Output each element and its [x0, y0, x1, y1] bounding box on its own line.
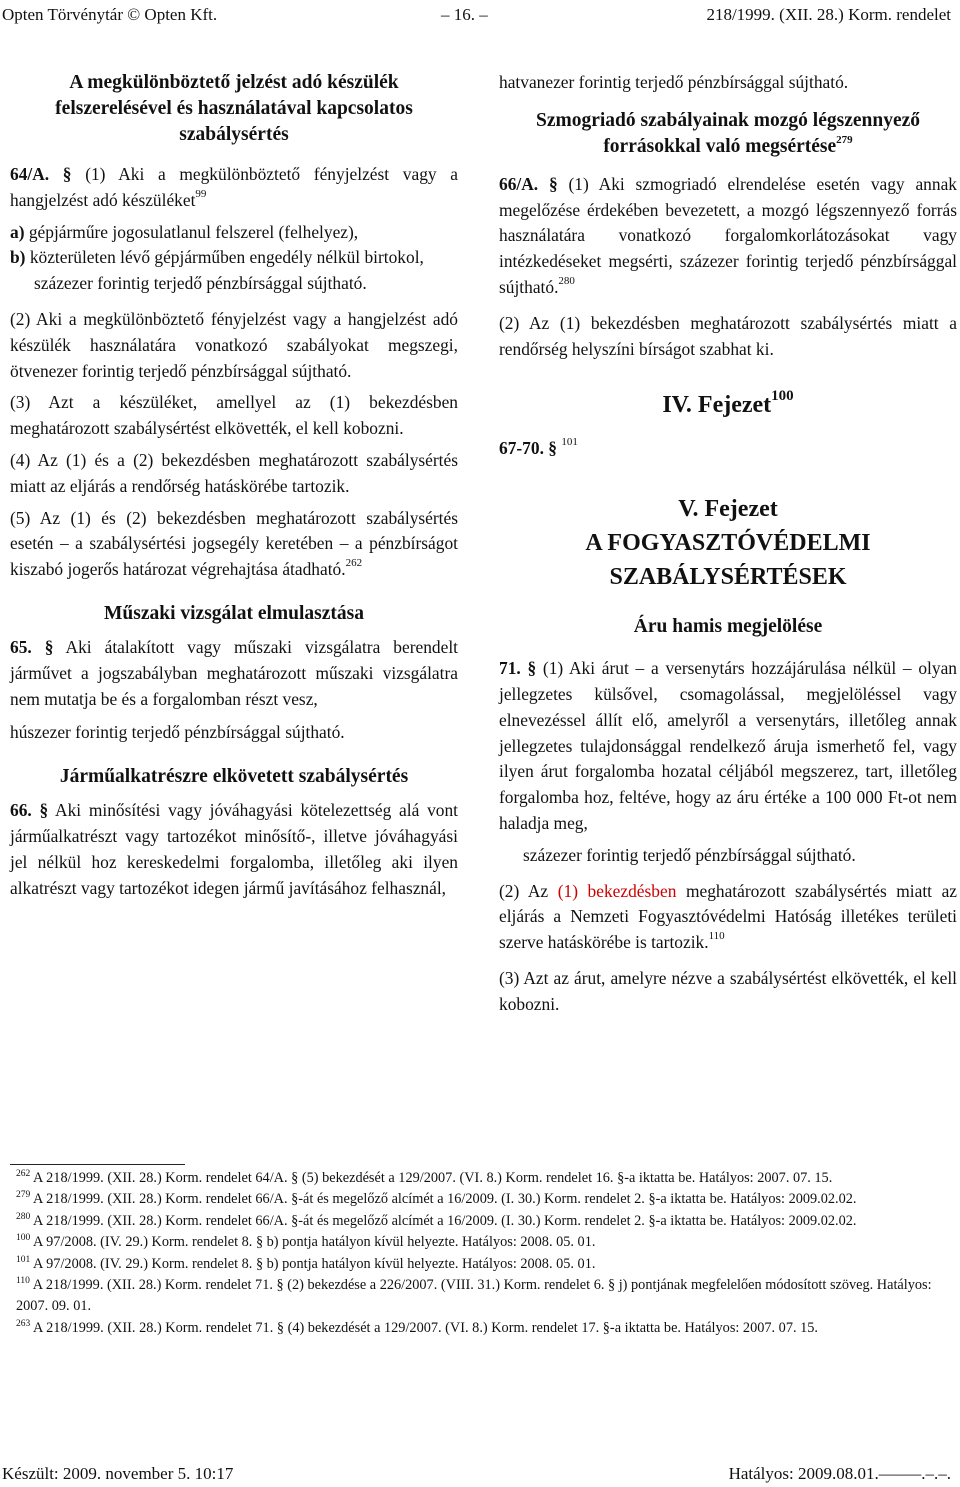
header-regulation: 218/1999. (XII. 28.) Korm. rendelet	[706, 5, 951, 24]
right-column	[499, 70, 957, 1018]
penalty-text: százezer forintig terjedő pénzbírsággal sújtható.	[523, 844, 856, 865]
paragraph-64a-2: (2) Aki a megkülönböztető fényjelzést vagy a hangjelzést adó készülék használatára vonatkozó szabályokat megszegi, ötvenezer forintig terjedő pénzbírsággal sújtható.	[10, 308, 458, 381]
footnote: $^{100}$ A 97/2008. (IV. 29.) Korm. rendelet 8. § b) pontja hatályon kívül helyezte. Hatályos: 2008. 05. 01.	[16, 1233, 596, 1251]
paragraph-65: 65. § Aki átalakított vagy műszaki vizsgálatra berendelt járművet a jogszabályban meghatározott műszaki vizsgálatra nem mutatja be és a forgalomban részt vesz,	[10, 636, 458, 709]
paragraph-66: 66. § Aki minősítési vagy jóváhagyási kötelezettség alá vont járműalkatrészt vagy tartozékot minősítő-, illetve jóváhagyási jel nélkül hoz kereskedelmi forgalomba, illetőleg aki ilyen alkatrészt vagy tartozékot idegen jármű javításához felhasznál,	[10, 800, 459, 898]
footnote: $^{280}$ A 218/1999. (XII. 28.) Korm. rendelet 66/A. §-át és megelőző alcímét a 16/2009. (I. 30.) Korm. rendelet 2. §-a iktatta be. Hatályos: 2009.02.02.	[16, 1211, 857, 1229]
paragraph-71-1: 71. § (1) Aki árut – a versenytárs hozzájárulása nélkül – olyan jellegzetes külsővel, csomagolással, megjelöléssel vagy elnevezéssel állít elő, amelyről a versenytárs, illetőleg annak jellegzetes tulajdonsággal rendelkező áruja ismerhető fel, vagy ilyen árut forgalomba hozatal céljából megszerez, tart, illetőleg forgalomba hoz, feltéve, hogy az áru értéke a 100 000 Ft-ot nem haladja meg,	[499, 658, 957, 833]
header-page-number: – 16. –	[441, 5, 488, 24]
chapter-v-heading: V. Fejezet	[678, 496, 778, 523]
chapter-iv-heading: IV. Fejezet$^{100}$	[662, 388, 794, 419]
header-publisher: Opten Törvénytár © Opten Kft.	[2, 5, 218, 24]
paragraph-64a-3: (3) Azt a készüléket, amellyel az (1) bekezdésben meghatározott szabálysértést elkövették, el kell kobozni.	[10, 392, 458, 439]
footnotes	[2, 1168, 957, 1339]
footnote: $^{262}$ A 218/1999. (XII. 28.) Korm. rendelet 64/A. § (5) bekezdését a 129/2007. (VI. 8.) Korm. rendelet 16. §-a iktatta be. Hatályos: 2007. 07. 15.	[16, 1169, 833, 1186]
section-title-parts: Járműalkatrészre elkövetett szabálysértés	[59, 766, 409, 788]
page-header	[0, 0, 960, 24]
left-column	[10, 70, 458, 901]
paragraph-64a-4: (4) Az (1) és a (2) bekezdésben meghatározott szabálysértés miatt az eljárás a rendőrség hatáskörébe tartozik.	[10, 449, 458, 496]
chapter-v-title: SZABÁLYSÉRTÉSEK	[609, 564, 847, 591]
section-title-signal-device: A megkülönböztető jelzést adó készülék felszerelésével és használatával kapcsolatos szabálysértés	[55, 72, 413, 145]
highlighted-reference: (1) bekezdésben	[557, 880, 677, 901]
paragraph-64a-5: (5) Az (1) és (2) bekezdésben meghatározott szabálysértés esetén – a szabálysértési jogsegély keretében – a pénzbírságot kiszabó jogerős határozat végrehajtása átadható.$^{262}$	[10, 507, 458, 580]
footnote: $^{101}$ A 97/2008. (IV. 29.) Korm. rendelet 8. § b) pontja hatályon kívül helyezte. Hatályos: 2008. 05. 01.	[16, 1254, 596, 1272]
footnote-ref[interactable]: 101	[561, 436, 578, 449]
point-a: a) gépjárműre jogosulatlanul felszerel (felhelyez),	[10, 221, 359, 242]
footer-created: Készült: 2009. november 5. 10:17	[2, 1464, 234, 1483]
footnote-ref[interactable]: 279	[836, 133, 853, 146]
paragraph-number: 65. §	[10, 636, 54, 657]
section-title-smog: Szmogriadó szabályainak mozgó légszennyező forrásokkal való megsértése$^{279}$	[535, 109, 921, 157]
section-title-false-marking: Áru hamis megjelölése	[633, 616, 823, 638]
paragraph-66a-1: 66/A. § (1) Aki szmogriadó elrendelése esetén vagy annak megelőzése érdekében bevezetett, a mozgó légszennyező forrás használatára vonatkozó forgalomkorlátozásokat vagy intézkedéseket megsérti, százezer forintig terjedő pénzbírsággal sújtható.$^{280}$	[499, 173, 957, 297]
footnote-ref[interactable]: 280	[558, 274, 575, 287]
point-b: b) közterületen lévő gépjárműben engedély nélkül birtokol,	[10, 247, 424, 268]
penalty-continuation: hatvanezer forintig terjedő pénzbírsággal sújtható.	[499, 72, 849, 92]
paragraph-66a-2: (2) Az (1) bekezdésben meghatározott szabálysértés miatt a rendőrség helyszíni bírságot szabhat ki.	[499, 312, 957, 359]
paragraph-number: 66/A. §	[499, 173, 558, 194]
section-title-inspection: Műszaki vizsgálat elmulasztása	[104, 602, 364, 624]
paragraph-71-3: (3) Azt az árut, amelyre nézve a szabálysértést elkövették, el kell kobozni.	[499, 967, 957, 1014]
penalty-text: húszezer forintig terjedő pénzbírsággal sújtható.	[10, 722, 345, 743]
chapter-v-title: A FOGYASZTÓVÉDELMI	[585, 530, 871, 557]
footnote-ref[interactable]: 110	[708, 930, 725, 943]
paragraph-64a-1: 64/A. § (1) Aki a megkülönböztető fényjelzést vagy a hangjelzést adó készüléket$^{99}$	[10, 164, 458, 210]
footnote: $^{110}$ A 218/1999. (XII. 28.) Korm. rendelet 71. § (2) bekezdése a 226/2007. (VIII. 31.) Korm. rendelet 6. § j) pontjának megfelelően módosított szöveg. Hatályos: 2007. 09. 01.	[16, 1276, 932, 1315]
footnote: $^{279}$ A 218/1999. (XII. 28.) Korm. rendelet 66/A. §-át és megelőző alcímét a 16/2009. (I. 30.) Korm. rendelet 2. §-a iktatta be. Hatályos: 2009.02.02.	[16, 1190, 857, 1208]
penalty-text: százezer forintig terjedő pénzbírsággal sújtható.	[34, 273, 367, 294]
paragraph-number: 71. §	[499, 658, 537, 679]
paragraph-number: 64/A. §	[10, 164, 72, 184]
footnote-divider	[10, 1164, 185, 1165]
footnote: $^{263}$ A 218/1999. (XII. 28.) Korm. rendelet 71. § (4) bekezdését a 129/2007. (VI. 8.) Korm. rendelet 17. §-a iktatta be. Hatályos: 2007. 07. 15.	[16, 1318, 818, 1336]
paragraph-71-2: (2) Az (1) bekezdésben meghatározott szabálysértés miatt az eljárás a Nemzeti Fogyasztóvédelmi Hatóság illetékes területi szerve hatáskörébe is tartozik.$^{110}$	[499, 880, 958, 953]
paragraph-number: 66. §	[10, 800, 49, 821]
footnote-ref[interactable]: 99	[195, 187, 207, 200]
footer-effective: Hatályos: 2009.08.01.–––––.–.–.	[728, 1464, 951, 1483]
paragraph-67-70: 67-70. § $^{101}$	[499, 436, 578, 459]
footnote-ref[interactable]: 262	[345, 557, 363, 570]
footnote-ref[interactable]: 100	[771, 388, 794, 405]
